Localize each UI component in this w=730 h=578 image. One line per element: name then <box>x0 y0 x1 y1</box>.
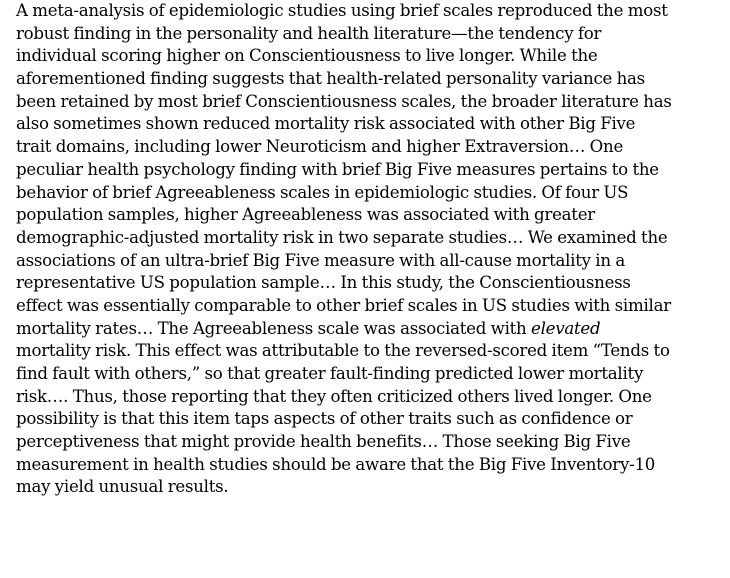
text-line-3: individual scoring higher on Conscientiousness to live longer. While the <box>16 46 598 66</box>
text-line-14: effect was essentially comparable to other brief scales in US studies with similar <box>16 295 671 315</box>
text-line-2: robust finding in the personality and health literature—the tendency for <box>16 23 602 43</box>
text-line-16: mortality risk. This effect was attributable to the reversed-scored item “Tends to <box>16 341 670 361</box>
text-line-11: demographic-adjusted mortality risk in two separate studies… We examined the <box>16 227 668 247</box>
text-line-21: measurement in health studies should be aware that the Big Five Inventory-10 <box>16 454 656 474</box>
text-line-7: trait domains, including lower Neuroticism and higher Extraversion… One <box>16 137 624 157</box>
text-line-13: representative US population sample… In this study, the Conscientiousness <box>16 273 631 293</box>
emphasized-word-elevated: elevated <box>531 318 601 338</box>
text-line-8: peculiar health psychology finding with brief Big Five measures pertains to the <box>16 159 659 179</box>
text-line-6: also sometimes shown reduced mortality risk associated with other Big Five <box>16 114 636 134</box>
text-line-9: behavior of brief Agreeableness scales in epidemiologic studies. Of four US <box>16 182 629 202</box>
text-line-20: perceptiveness that might provide health benefits… Those seeking Big Five <box>16 432 631 452</box>
text-line-10: population samples, higher Agreeableness was associated with greater <box>16 205 595 225</box>
text-line-4: aforementioned finding suggests that health-related personality variance has <box>16 69 645 89</box>
text-line-17: find fault with others,” so that greater fault-finding predicted lower mortality <box>16 364 644 383</box>
text-line-1: A meta-analysis of epidemiologic studies using brief scales reproduced the most <box>16 1 668 20</box>
text-line-15 <box>16 318 722 341</box>
text-line-22: may yield unusual results. <box>16 477 229 497</box>
text-line-19: possibility is that this item taps aspects of other traits such as confidence or <box>16 409 633 429</box>
text-line-12: associations of an ultra-brief Big Five measure with all-cause mortality in a <box>16 250 625 270</box>
text-line-18: risk…. Thus, those reporting that they often criticized others lived longer. One <box>16 386 652 406</box>
text-line-15-main: mortality rates… The Agreeableness scale was associated with <box>16 318 532 338</box>
text-line-5: been retained by most brief Conscientiousness scales, the broader literature has <box>16 91 672 111</box>
